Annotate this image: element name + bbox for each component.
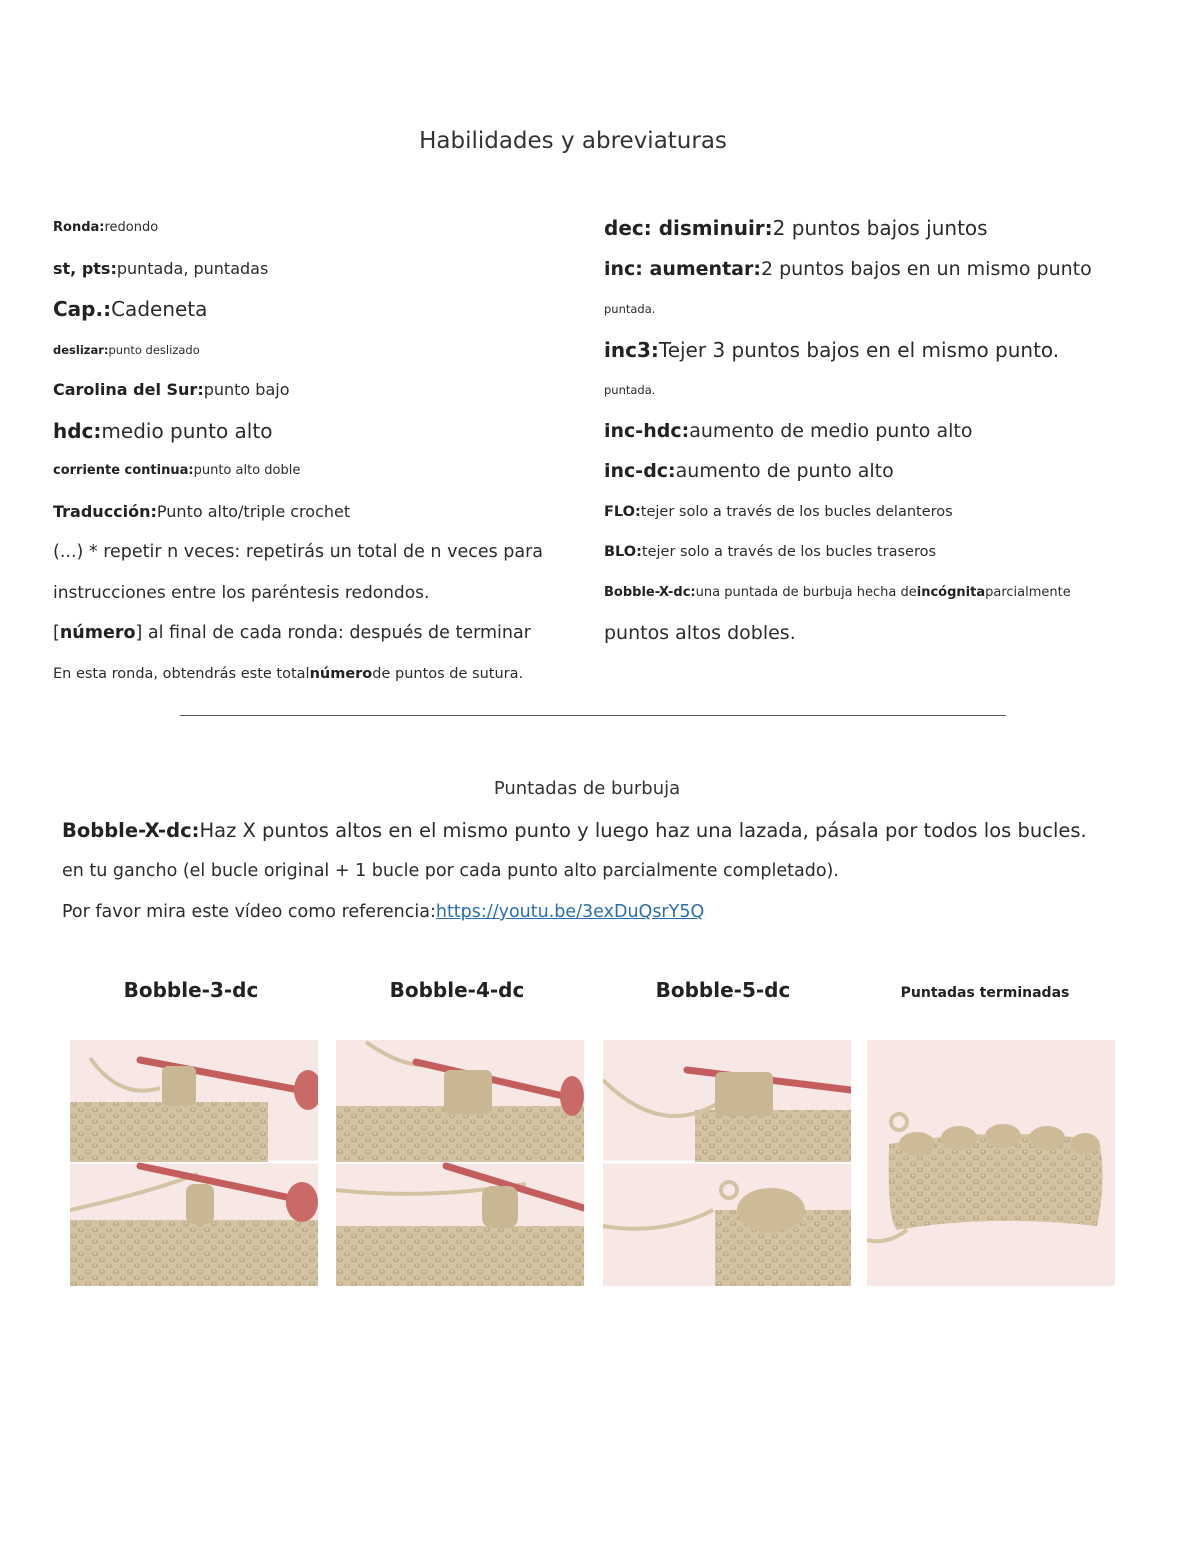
photo-bobble-4 [336, 1040, 584, 1286]
heading-bobble-5: Bobble-5-dc [655, 978, 791, 1002]
abbrev-entry: Carolina del Sur:punto bajo [53, 380, 290, 399]
abbrev-entry: deslizar:punto deslizado [53, 342, 200, 357]
abbrev-entry: inc3:Tejer 3 puntos bajos en el mismo punto. [604, 337, 1060, 362]
abbrev-entry: hdc:medio punto alto [53, 418, 273, 443]
abbrev-entry: inc-dc:aumento de punto alto [604, 460, 894, 482]
abbrev-entry: inc: aumentar:2 puntos bajos en un mismo punto [604, 257, 1092, 280]
abbrev-entry: BLO:tejer solo a través de los bucles traseros [604, 544, 937, 560]
repeat-line-1: (...) * repetir n veces: repetirás un total de n veces para [53, 542, 544, 562]
abbrev-entry: puntada. [604, 383, 656, 397]
photo-bobble-5 [603, 1040, 851, 1286]
abbrev-entry: Ronda:redondo [53, 220, 159, 235]
photo-finished [867, 1040, 1115, 1286]
abbrev-entry: inc-hdc:aumento de medio punto alto [604, 419, 973, 442]
abbrev-entry: corriente continua:punto alto doble [53, 463, 301, 478]
bobble-line-2: en tu gancho (el bucle original + 1 bucle por cada punto alto parcialmente completado). [62, 861, 839, 881]
numero-line-1: [número] al final de cada ronda: después de terminar [53, 623, 531, 643]
abbrev-entry: dec: disminuir:2 puntos bajos juntos [604, 216, 988, 240]
abbrev-entry-bobble: Bobble-X-dc:una puntada de burbuja hecha deincógnitaparcialmente [604, 584, 1071, 600]
repeat-line-2: instrucciones entre los paréntesis redondos. [53, 582, 430, 603]
heading-bobble-4: Bobble-4-dc [389, 978, 525, 1002]
section-title: Puntadas de burbuja [493, 778, 681, 799]
bobble-instructions [62, 810, 1142, 933]
abbrev-entry: Traducción:Punto alto/triple crochet [53, 501, 351, 521]
bobble-line-1: Bobble-X-dc:Haz X puntos altos en el mismo punto y luego haz una lazada, pásala por todos los bucles. [62, 819, 1087, 842]
abbrev-left-column [53, 208, 573, 694]
abbrev-entry: st, pts:puntada, puntadas [53, 258, 269, 278]
abbrev-entry-bobble-cont: puntos altos dobles. [604, 622, 796, 644]
section-divider [180, 715, 1006, 716]
abbrev-right-column [604, 208, 1144, 654]
abbrev-entry: FLO:tejer solo a través de los bucles delanteros [604, 503, 953, 520]
video-reference: Por favor mira este vídeo como referencia:https://youtu.be/3exDuQsrY5Q [62, 902, 705, 922]
abbrev-entry: puntada. [604, 302, 656, 316]
heading-finished: Puntadas terminadas [900, 985, 1070, 1001]
photo-bobble-3 [70, 1040, 318, 1286]
video-link[interactable]: https://youtu.be/3exDuQsrY5Q [435, 902, 705, 922]
abbrev-entry: Cap.:Cadeneta [53, 297, 208, 321]
page-title: Habilidades y abreviaturas [419, 128, 727, 154]
heading-bobble-3: Bobble-3-dc [123, 978, 259, 1002]
numero-line-2: En esta ronda, obtendrás este totalnúmerode puntos de sutura. [53, 665, 524, 682]
